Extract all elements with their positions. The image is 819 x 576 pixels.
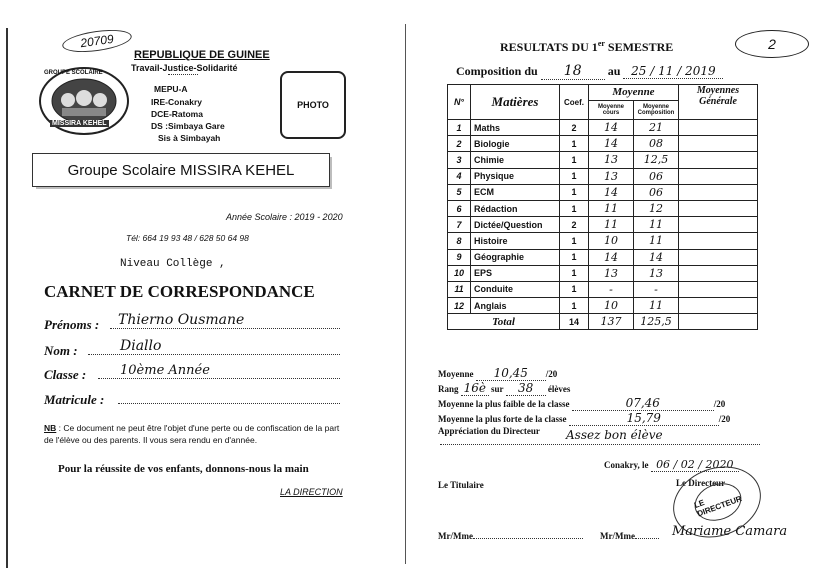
row-number: 5 [448,184,471,200]
slogan: Pour la réussite de vos enfants, donnons-nous la main [58,463,309,475]
grade-row [448,265,758,281]
row-moyenne-composition: - [634,281,679,297]
appreciation-label: Appréciation du Directeur [438,426,540,436]
grade-row [448,184,758,200]
grade-row [448,249,758,265]
row-number: 4 [448,168,471,184]
row-moyenne-cours: 14 [589,249,634,265]
composition-to: 25 / 11 / 2019 [623,64,723,79]
results-title [500,39,673,55]
row-moyenne-composition: 11 [634,298,679,314]
grade-row [448,217,758,233]
direction-signature: LA DIRECTION [280,487,343,497]
composition-line [456,63,723,80]
row-moyenne-composition: 13 [634,265,679,281]
row-moyenne-generale [679,265,758,281]
row-moyenne-generale [679,281,758,297]
mr-left [438,531,583,541]
row-subject: Chimie [471,152,560,168]
logo-bottom-text: MISSIRA KEHEL [52,120,107,127]
page-number: 2 [735,30,809,58]
row-moyenne-cours: 11 [589,200,634,216]
total-cours: 137 [589,314,634,330]
row-moyenne-generale [679,168,758,184]
grades-table [447,84,758,330]
field-line-classe [98,378,340,379]
header-moyenne: Moyenne [589,85,679,101]
row-number: 10 [448,265,471,281]
row-subject: Géographie [471,249,560,265]
header-matieres: Matières [471,85,560,120]
row-subject: Anglais [471,298,560,314]
row-coef: 1 [560,298,589,314]
header-moy-cours: Moyenne cours [589,100,634,119]
divider [168,74,198,75]
photo-label: PHOTO [297,100,329,110]
field-value-classe: 10ème Année [120,363,210,378]
row-subject: Histoire [471,233,560,249]
faible-value: 07,46 [572,396,714,411]
place-date-value: 06 / 02 / 2020 [651,458,739,472]
forte-value: 15,79 [569,411,719,426]
grade-row [448,152,758,168]
results-title-end: SEMESTRE [607,40,674,54]
admin-line-2: IRE-Conakry [151,97,203,107]
reference-number: 20709 [61,26,133,56]
row-moyenne-generale [679,298,758,314]
row-number: 12 [448,298,471,314]
row-number: 1 [448,120,471,136]
document-title: CARNET DE CORRESPONDANCE [44,282,315,301]
row-moyenne-composition: 14 [634,249,679,265]
header-moy-comp: Moyenne Composition [634,100,679,119]
row-coef: 2 [560,120,589,136]
level: Niveau Collège , [120,258,226,270]
results-title-text: RESULTATS DU 1 [500,40,598,54]
header-no: N° [448,85,471,120]
republic-title: REPUBLIQUE DE GUINEE [134,49,270,61]
moyenne-suffix: /20 [545,369,558,379]
field-label-nom: Nom : [44,343,78,358]
rang-label: Rang [438,384,459,394]
rang-total: 38 [506,381,546,396]
row-moyenne-generale [679,200,758,216]
mr-right [600,531,659,541]
field-value-nom: Diallo [120,338,162,354]
row-coef: 1 [560,265,589,281]
school-year: Année Scolaire : 2019 - 2020 [226,212,343,222]
page-margin-line [405,24,406,564]
composition-label: Composition du [456,64,538,78]
row-subject: Biologie [471,136,560,152]
left-page-edge [6,28,22,568]
row-number: 3 [448,152,471,168]
row-moyenne-cours: 14 [589,136,634,152]
row-subject: Maths [471,120,560,136]
national-motto: Travail-Justice-Solidarité [131,63,238,73]
grade-row [448,281,758,297]
row-moyenne-composition: 08 [634,136,679,152]
field-line-matricule [118,403,340,404]
rang-line [438,381,570,396]
row-moyenne-cours: 14 [589,120,634,136]
director-signature: Mariame Camara [672,524,788,539]
field-line-prenoms [110,328,340,329]
total-coef: 14 [560,314,589,330]
row-moyenne-generale [679,249,758,265]
row-coef: 1 [560,281,589,297]
row-moyenne-generale [679,233,758,249]
moyenne-line [438,366,557,381]
row-coef: 1 [560,200,589,216]
faible-line [438,396,725,411]
forte-line [438,411,730,426]
row-moyenne-composition: 21 [634,120,679,136]
row-number: 7 [448,217,471,233]
official-stamp: LE DIRECTEUR [689,477,746,527]
directeur-label: Le Directeur [676,478,726,488]
composition-to-label: au [607,64,621,78]
forte-label: Moyenne la plus forte de la classe [438,414,567,424]
row-number: 6 [448,200,471,216]
row-moyenne-cours: - [589,281,634,297]
titulaire-label: Le Titulaire [438,480,484,490]
admin-line-4: DS :Simbaya Gare [151,121,225,131]
row-subject: Dictée/Question [471,217,560,233]
rang-sur: sur [491,384,504,394]
admin-line-1: MEPU-A [154,84,188,94]
grade-row [448,298,758,314]
field-value-prenoms: Thierno Ousmane [118,312,245,328]
total-label: Total [448,314,560,330]
admin-line-3: DCE-Ratoma [151,109,203,119]
row-moyenne-composition: 06 [634,168,679,184]
row-moyenne-generale [679,120,758,136]
photo-box [280,71,346,139]
row-moyenne-cours: 10 [589,298,634,314]
composition-from: 18 [541,63,605,80]
row-coef: 1 [560,168,589,184]
mr-left-dots [473,538,583,539]
row-number: 8 [448,233,471,249]
grade-row [448,233,758,249]
admin-line-5: Sis à Simbayah [158,133,221,143]
row-moyenne-composition: 12,5 [634,152,679,168]
total-generale [679,314,758,330]
forte-suffix: /20 [718,414,731,424]
phone-numbers: Tél: 664 19 93 48 / 628 50 64 98 [126,233,249,243]
row-moyenne-generale [679,184,758,200]
school-name: Groupe Scolaire MISSIRA KEHEL [67,161,295,179]
school-name-banner [32,153,330,187]
row-moyenne-composition: 06 [634,184,679,200]
row-moyenne-cours: 14 [589,184,634,200]
row-number: 2 [448,136,471,152]
mr-left-label: Mr/Mme [438,531,473,541]
nb-label: NB [44,423,57,433]
row-subject: Physique [471,168,560,184]
logo-top-text: GROUPE SCOLAIRE [44,70,103,76]
row-coef: 1 [560,249,589,265]
place-date-label: Conakry, le [604,460,649,470]
mr-right-dots [635,538,659,539]
faible-suffix: /20 [713,399,726,409]
mr-right-label: Mr/Mme [600,531,635,541]
row-moyenne-cours: 10 [589,233,634,249]
row-moyenne-generale [679,217,758,233]
faible-label: Moyenne la plus faible de la classe [438,399,570,409]
row-moyenne-cours: 11 [589,217,634,233]
row-number: 11 [448,281,471,297]
row-number: 9 [448,249,471,265]
moyenne-label: Moyenne [438,369,474,379]
rang-value: 16è [461,381,489,396]
row-subject: Rédaction [471,200,560,216]
rang-suffix: élèves [547,384,571,394]
row-coef: 2 [560,217,589,233]
row-moyenne-cours: 13 [589,265,634,281]
row-moyenne-composition: 11 [634,233,679,249]
appreciation-dots [440,444,760,445]
appreciation-value: Assez bon élève [566,428,663,442]
nb-text: : Ce document ne peut être l'objet d'une perte ou de confiscation de la part de l'élève ou des parents. Il vous sera rendu en d'année. [44,423,340,445]
row-moyenne-composition: 12 [634,200,679,216]
header-coef: Coef. [560,85,589,120]
header-moyenne-generale: Moyennes Générale [679,85,758,120]
total-comp: 125,5 [634,314,679,330]
row-subject: EPS [471,265,560,281]
grade-row [448,200,758,216]
grade-row [448,136,758,152]
row-subject: ECM [471,184,560,200]
grade-row [448,168,758,184]
field-line-nom [88,354,340,355]
field-label-classe: Classe : [44,367,87,382]
row-moyenne-generale [679,136,758,152]
grade-row [448,120,758,136]
field-label-matricule: Matricule : [44,392,105,407]
appreciation-line [438,426,540,436]
row-subject: Conduite [471,281,560,297]
field-label-prenoms: Prénoms : [44,317,100,332]
row-coef: 1 [560,184,589,200]
row-moyenne-cours: 13 [589,168,634,184]
row-moyenne-composition: 11 [634,217,679,233]
row-coef: 1 [560,152,589,168]
results-title-sup: er [597,39,605,48]
row-moyenne-cours: 13 [589,152,634,168]
row-coef: 1 [560,233,589,249]
row-coef: 1 [560,136,589,152]
moyenne-value: 10,45 [476,366,546,381]
nb-note [44,422,344,446]
row-moyenne-generale [679,152,758,168]
